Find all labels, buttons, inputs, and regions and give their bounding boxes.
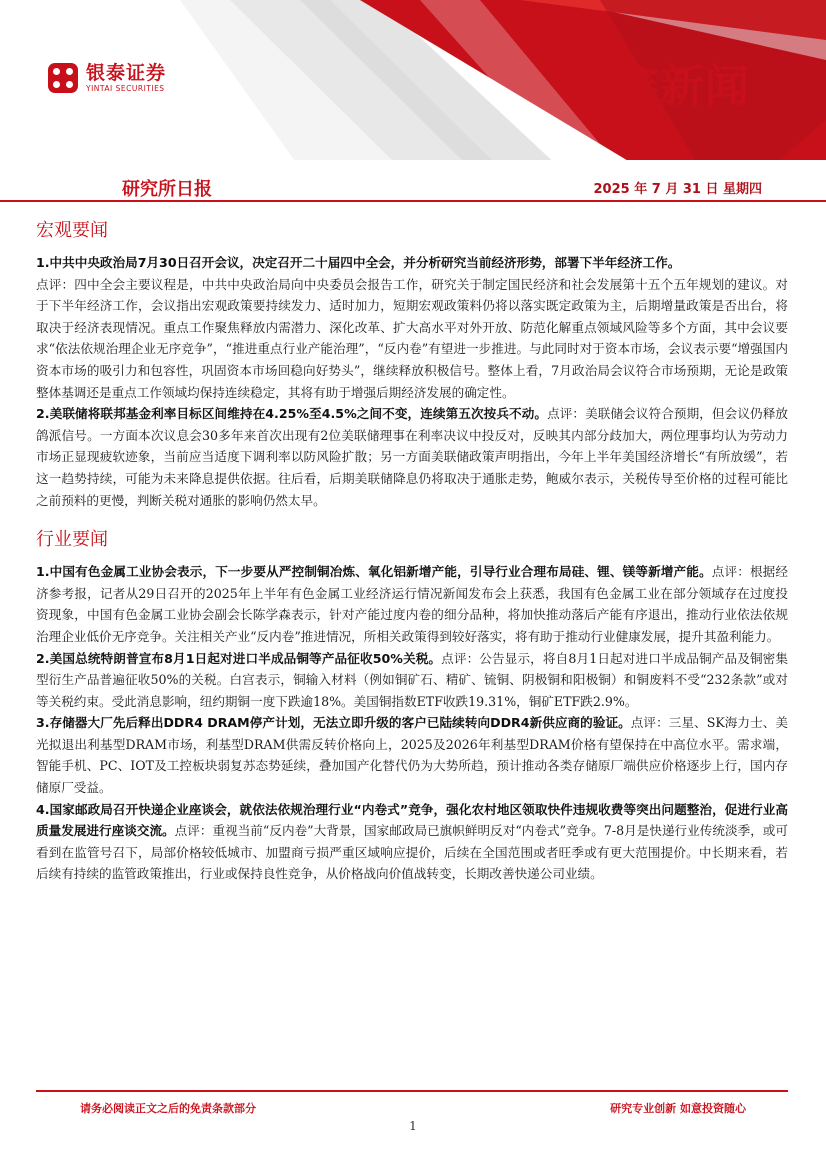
news-item bbox=[36, 799, 788, 885]
news-item bbox=[36, 712, 788, 798]
news-headline: 3.存储器大厂先后释出DDR4 DRAM停产计划，无法立即升级的客户已陆续转向DDR4新供应商的验证。 bbox=[36, 715, 631, 731]
footer-slogan: 研究专业创新 如意投资随心 bbox=[610, 1102, 746, 1115]
header-banner bbox=[0, 0, 826, 168]
news-item bbox=[36, 252, 788, 403]
news-item bbox=[36, 648, 788, 713]
news-headline: 2.美国总统特朗普宣布8月1日起对进口半成品铜等产品征收50%关税。 bbox=[36, 650, 442, 666]
logo-mark-icon bbox=[48, 63, 78, 93]
footer-divider bbox=[36, 1090, 788, 1092]
page-number: 1 bbox=[409, 1119, 417, 1133]
brand-title: 鑫新闻 bbox=[615, 61, 750, 112]
report-content bbox=[36, 212, 788, 885]
news-headline: 1.中国有色金属工业协会表示，下一步要从严控制铜冶炼、氧化铝新增产能，引导行业合理布局硅、锂、镁等新增产能。 bbox=[36, 564, 712, 580]
report-date: 2025 年 7 月 31 日 星期四 bbox=[593, 182, 762, 197]
logo-cn-text: 银泰证券 bbox=[86, 62, 167, 84]
news-item bbox=[36, 403, 788, 511]
section-title-industry: 行业要闻 bbox=[36, 529, 108, 551]
footer-disclaimer: 请务必阅读正文之后的免责条款部分 bbox=[80, 1102, 256, 1115]
news-comment: 点评：四中全会主要议程是，中共中央政治局向中央委员会报告工作，研究关于制定国民经济和社会发展第十五个五年规划的建议。对于下半年经济工作，会议指出宏观政策要持续发力、适时加力，短期宏观政策料仍将以落实既定政策为主，后期增量政策是否出台，将取决于经济表现情况。重点工作聚焦释放内需潜力、深化改革、扩大高水平对外开放、防范化解重点领域风险等多个方面，其中会议要求“依法依规治理企业无序竞争”，“推进重点行业产能治理”，“反内卷”有望进一步推进。与此同时对于资本市场，会议表示要“增强国内资本市场的吸引力和包容性，巩固资本市场回稳向好势头”，继续释放积极信号。整体上看，7月政治局会议符合市场预期，无论是政策整体基调还是重点工作领域均保持连续稳定，其将有助于增强后期经济发展的确定性。 bbox=[36, 276, 788, 400]
news-headline: 1.中共中央政治局7月30日召开会议，决定召开二十届四中全会，并分析研究当前经济形势，部署下半年经济工作。 bbox=[36, 255, 681, 270]
news-comment: 点评：公告显示，将自8月1日起对进口半成品铜产品及铜密集型衍生产品普遍征收50%的关税。白宫表示，铜输入材料（例如铜矿石、精矿、锍铜、阴极铜和阳极铜）和铜废料不受“232条款”或对等关税约束。受此消息影响，纽约期铜一度下跌逾18%。美国铜指数ETF收跌19.31%，铜矿ETF跌2.9%。 bbox=[36, 650, 788, 709]
news-comment: 点评：美联储会议符合预期，但会议仍释放鸽派信号。一方面本次议息会30多年来首次出现有2位美联储理事在利率决议中投反对，反映其内部分歧加大，两位理事均认为劳动力市场正显现疲软迹象，当前应当适度下调利率以防风险扩散；另一方面美联储政策声明指出，今年上半年美国经济增长“有所放缓”，若这一趋势持续，可能为未来降息提供依据。往后看，后期美联储降息仍将取决于通胀走势，鲍威尔表示，关税传导至价格的过程可能比之前预料的更慢，判断关税对通胀的影响仍然太早。 bbox=[36, 406, 788, 508]
news-headline: 2.美联储将联邦基金利率目标区间维持在4.25%至4.5%之间不变，连续第五次按兵不动。 bbox=[36, 406, 548, 422]
news-comment: 点评：根据经济参考报，记者从29日召开的2025年上半年有色金属工业经济运行情况新闻发布会上获悉，我国有色金属工业在部分领域存在过度投资现象，中国有色金属工业协会副会长陈学森表示，针对产能过度内卷的细分品种，将加快推动落后产能有序退出，推动行业依法依规治理企业低价无序竞争。关注相关产业“反内卷”推进情况，所相关政策得到较好落实，将有助于推动行业健康发展，提升其盈利能力。 bbox=[36, 564, 789, 644]
news-comment: 点评：三星、SK海力士、美光拟退出利基型DRAM市场，利基型DRAM供需反转价格向上，2025及2026年利基型DRAM价格有望保持在中高位水平。需求端，智能手机、PC、IOT及工控板块弱复苏态势延续，叠加国产化替代仍为大势所趋，预计推动各类存储原厂端供应价格逐步上行，国内存储原厂受益。 bbox=[36, 715, 788, 796]
company-logo bbox=[48, 62, 166, 93]
news-comment: 点评：重视当前“反内卷”大背景，国家邮政局已旗帜鲜明反对“内卷式”竞争。7-8月是快递行业传统淡季，或可看到在监管号召下，局部价格较低城市、加盟商亏损严重区域响应提价，后续在全国范围或者旺季或有更大范围提价。中长期来看，若后续有持续的监管政策推出，行业或保持良性竞争，从价格战向价值战转变，长期改善快递公司业绩。 bbox=[36, 823, 788, 882]
news-item bbox=[36, 561, 788, 647]
logo-en-text: YINTAI SECURITIES bbox=[86, 84, 165, 93]
report-title: 研究所日报 bbox=[122, 179, 212, 200]
news-headline: 4.国家邮政局召开快递企业座谈会，就依法依规治理行业“内卷式”竞争，强化农村地区领取快件违规收费等突出问题整治，促进行业高质量发展进行座谈交流。 bbox=[36, 801, 788, 839]
section-title-macro: 宏观要闻 bbox=[36, 220, 108, 241]
